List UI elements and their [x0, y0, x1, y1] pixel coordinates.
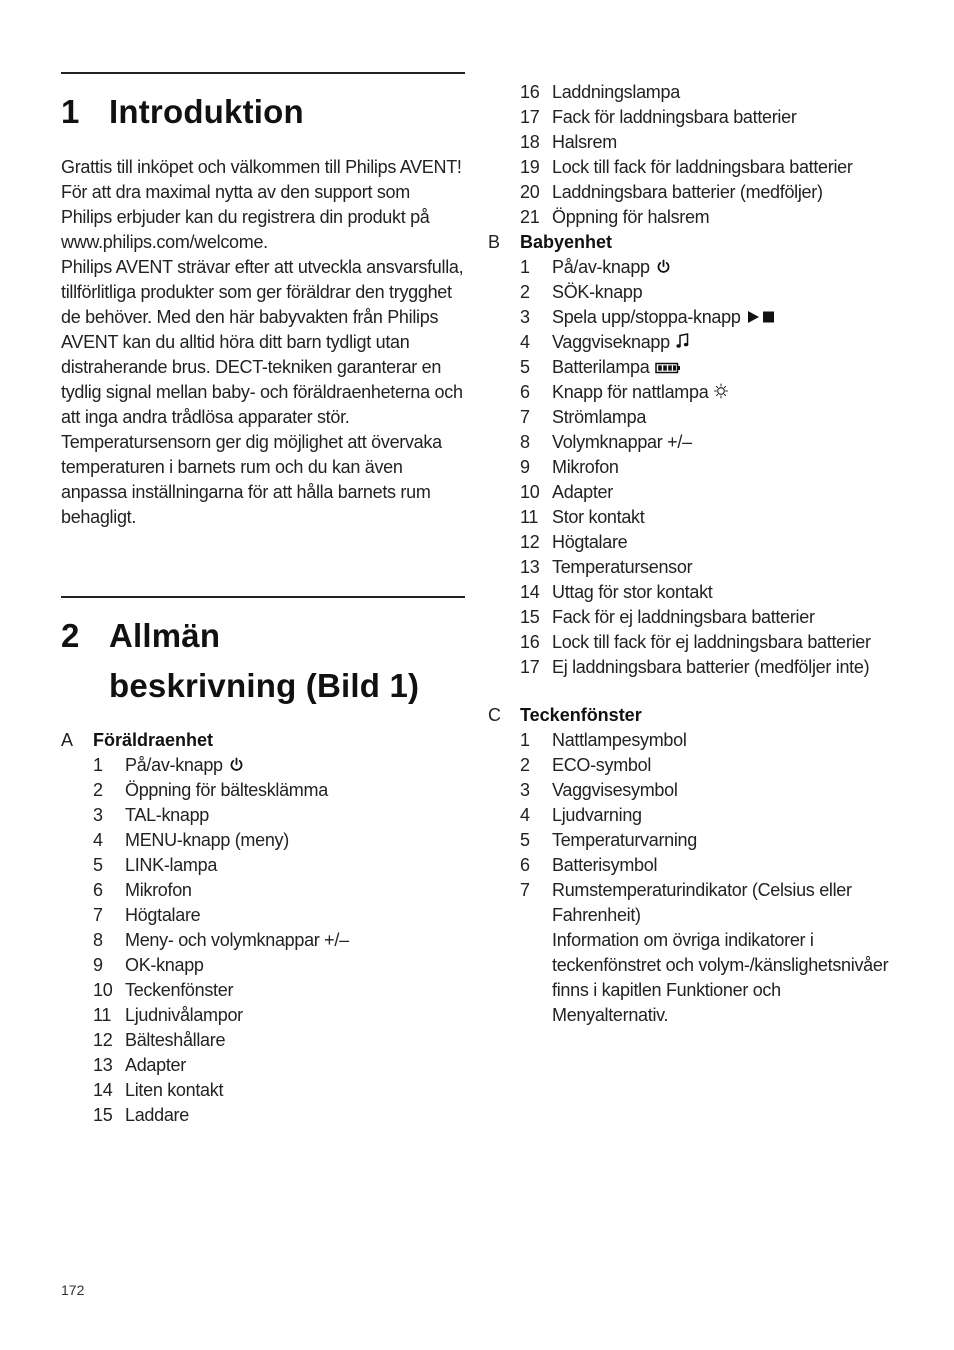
item-number: 7	[93, 905, 103, 925]
list-item	[520, 430, 928, 455]
list-item	[520, 155, 928, 180]
item-number: 19	[520, 157, 540, 177]
list-item	[93, 853, 465, 878]
item-label: Nattlampesymbol	[552, 730, 687, 750]
item-number: 4	[520, 805, 530, 825]
item-label: Öppning för halsrem	[552, 207, 710, 227]
list-item	[93, 878, 465, 903]
list-item	[93, 1078, 465, 1103]
item-number: 20	[520, 182, 540, 202]
group-c-title: Teckenfönster	[520, 705, 642, 725]
item-number: 10	[520, 482, 540, 502]
section-1-rule	[61, 72, 465, 74]
group-a-list-part-1	[93, 753, 465, 1128]
item-number: 1	[520, 730, 530, 750]
item-label: Stor kontakt	[552, 507, 645, 527]
music-note-icon	[676, 331, 689, 356]
item-label: Ej laddningsbara batterier (medföljer inte)	[552, 657, 870, 677]
item-label: Mikrofon	[125, 880, 192, 900]
item-number: 11	[520, 507, 539, 527]
list-item	[520, 580, 928, 605]
list-item	[520, 655, 928, 680]
group-a-title: Föräldraenhet	[93, 730, 214, 750]
list-item	[520, 530, 928, 555]
intro-paragraph-3: Temperatursensorn ger dig möjlighet att övervaka temperaturen i barnets rum och du kan även anpassa inställningarna för att hålla barnets rum behagligt.	[61, 432, 442, 527]
item-label: Halsrem	[552, 132, 617, 152]
item-label: Temperatursensor	[552, 557, 693, 577]
list-item	[93, 778, 465, 803]
item-number: 7	[520, 407, 530, 427]
item-number: 5	[520, 357, 530, 377]
list-item	[520, 305, 928, 330]
item-label: Laddningsbara batterier (medföljer)	[552, 182, 823, 202]
item-label: Teckenfönster	[125, 980, 234, 1000]
group-c-letter: C	[488, 705, 501, 725]
list-item	[520, 505, 928, 530]
list-item	[520, 180, 928, 205]
power-icon	[656, 256, 671, 281]
list-item	[520, 753, 928, 778]
section-2-rule	[61, 596, 465, 598]
item-label: ECO-symbol	[552, 755, 652, 775]
item-number: 2	[93, 780, 103, 800]
item-label: Temperaturvarning	[552, 830, 697, 850]
item-label: Strömlampa	[552, 407, 647, 427]
item-label: Vaggviseknapp	[552, 332, 670, 352]
section-1-number: 1	[61, 93, 80, 130]
item-label: OK-knapp	[125, 955, 204, 975]
item-label: Rumstemperaturindikator (Celsius eller Fahrenheit)	[552, 880, 852, 925]
item-label: Högtalare	[125, 905, 201, 925]
list-item	[520, 205, 928, 230]
list-item	[520, 853, 928, 878]
item-number: 21	[520, 207, 540, 227]
group-b-heading	[488, 230, 928, 255]
group-c-list	[520, 728, 928, 1028]
list-item	[520, 405, 928, 430]
item-number: 13	[93, 1055, 113, 1075]
item-number: 5	[93, 855, 103, 875]
item-label: På/av-knapp	[125, 755, 223, 775]
item-number: 6	[520, 382, 530, 402]
item-number: 7	[520, 880, 530, 900]
item-label: MENU-knapp (meny)	[125, 830, 289, 850]
play-stop-icon	[747, 306, 777, 331]
list-item	[520, 555, 928, 580]
list-item	[520, 355, 928, 380]
night-light-icon	[714, 381, 728, 406]
item-label: Vaggvisesymbol	[552, 780, 678, 800]
list-item	[520, 728, 928, 753]
item-number: 6	[520, 855, 530, 875]
item-label: Öppning för bältesklämma	[125, 780, 328, 800]
list-item	[93, 1053, 465, 1078]
item-number: 2	[520, 755, 530, 775]
group-b-list	[520, 255, 928, 680]
group-b-title: Babyenhet	[520, 232, 613, 252]
item-label: Batterisymbol	[552, 855, 658, 875]
group-a-letter: A	[61, 730, 74, 750]
list-item	[520, 280, 928, 305]
list-item	[520, 255, 928, 280]
list-item	[520, 380, 928, 405]
item-label: Uttag för stor kontakt	[552, 582, 713, 602]
list-item	[520, 330, 928, 355]
item-number: 8	[520, 432, 530, 452]
list-item	[520, 80, 928, 105]
section-2-heading	[61, 611, 465, 711]
page-number: 172	[61, 1282, 85, 1298]
item-label: Högtalare	[552, 532, 628, 552]
list-item	[520, 778, 928, 803]
item-label: Adapter	[125, 1055, 186, 1075]
section-2-number: 2	[61, 617, 80, 654]
item-number: 3	[520, 307, 530, 327]
item-number: 12	[93, 1030, 113, 1050]
item-number: 17	[520, 657, 540, 677]
list-item	[93, 753, 465, 778]
item-number: 15	[520, 607, 540, 627]
power-icon	[229, 754, 244, 779]
item-label: Fack för laddningsbara batterier	[552, 107, 797, 127]
item-label: Knapp för nattlampa	[552, 382, 709, 402]
item-number: 4	[93, 830, 103, 850]
list-item	[520, 828, 928, 853]
item-number: 14	[93, 1080, 113, 1100]
item-number: 9	[93, 955, 103, 975]
item-number: 3	[520, 780, 530, 800]
list-item	[93, 1028, 465, 1053]
item-number: 2	[520, 282, 530, 302]
section-2-title-line-2: beskrivning (Bild 1)	[109, 667, 420, 704]
item-label: SÖK-knapp	[552, 282, 643, 302]
section-1-title: Introduktion	[109, 93, 304, 130]
item-label: Meny- och volymknappar +/–	[125, 930, 349, 950]
intro-paragraph-2: Philips AVENT strävar efter att utveckla ansvarsfulla, tillförlitliga produkter som ger föräldrar den trygghet de behöver. Med den här babyvakten från Philips AVENT kan du alltid höra ditt barn tydligt utan distraherande brus. DECT-tekniken garanterar en tydlig signal mellan baby- och föräldraenheterna och att inga andra trådlösa apparater stör.	[61, 257, 464, 427]
item-label: Lock till fack för laddningsbara batterier	[552, 157, 853, 177]
list-item	[520, 878, 928, 1028]
item-number: 18	[520, 132, 540, 152]
item-label: Spela upp/stoppa-knapp	[552, 307, 741, 327]
list-item	[520, 130, 928, 155]
item-number: 11	[93, 1005, 112, 1025]
item-label: Ljudnivålampor	[125, 1005, 243, 1025]
list-item	[520, 105, 928, 130]
list-item	[520, 803, 928, 828]
list-item	[93, 978, 465, 1003]
item-number: 3	[93, 805, 103, 825]
item-number: 17	[520, 107, 540, 127]
section-2-title	[109, 611, 469, 711]
item-number: 4	[520, 332, 530, 352]
item-number: 5	[520, 830, 530, 850]
group-a-heading	[61, 728, 465, 753]
display-note: Information om övriga indikatorer i teckenfönstret och volym-/känslighetsnivåer finns i kapitlen Funktioner och Menyalternativ.	[552, 930, 889, 1025]
list-item	[520, 630, 928, 655]
item-label: Fack för ej laddningsbara batterier	[552, 607, 815, 627]
item-label: Ljudvarning	[552, 805, 642, 825]
item-number: 16	[520, 82, 540, 102]
group-b-letter: B	[488, 232, 501, 252]
item-number: 10	[93, 980, 113, 1000]
list-item	[93, 903, 465, 928]
battery-icon	[655, 356, 681, 381]
item-label: LINK-lampa	[125, 855, 218, 875]
item-label: Bälteshållare	[125, 1030, 226, 1050]
item-label: Adapter	[552, 482, 613, 502]
item-number: 1	[93, 755, 103, 775]
intro-paragraph-1: Grattis till inköpet och välkommen till Philips AVENT! För att dra maximal nytta av den support som Philips erbjuder kan du registrera din produkt på www.philips.com/welcome.	[61, 157, 462, 252]
intro-text	[61, 155, 465, 530]
section-2-title-line-1: Allmän	[109, 617, 221, 654]
item-number: 16	[520, 632, 540, 652]
item-number: 14	[520, 582, 540, 602]
section-1-heading	[61, 87, 465, 137]
item-number: 15	[93, 1105, 113, 1125]
item-label: Laddare	[125, 1105, 189, 1125]
list-item	[93, 1003, 465, 1028]
list-item	[520, 480, 928, 505]
item-label: Volymknappar +/–	[552, 432, 692, 452]
list-item	[93, 928, 465, 953]
item-label: Lock till fack för ej laddningsbara batterier	[552, 632, 871, 652]
item-label: På/av-knapp	[552, 257, 650, 277]
group-c-heading	[488, 703, 928, 728]
item-number: 6	[93, 880, 103, 900]
list-item	[520, 605, 928, 630]
list-item	[93, 1103, 465, 1128]
item-label: Liten kontakt	[125, 1080, 224, 1100]
item-label: TAL-knapp	[125, 805, 210, 825]
item-label: Laddningslampa	[552, 82, 680, 102]
item-label: Batterilampa	[552, 357, 650, 377]
list-item	[93, 803, 465, 828]
list-item	[520, 455, 928, 480]
item-label: Mikrofon	[552, 457, 619, 477]
list-item	[93, 828, 465, 853]
item-number: 8	[93, 930, 103, 950]
item-number: 12	[520, 532, 540, 552]
list-item	[93, 953, 465, 978]
group-a-list-part-2	[520, 80, 928, 230]
item-number: 1	[520, 257, 530, 277]
item-number: 13	[520, 557, 540, 577]
item-number: 9	[520, 457, 530, 477]
